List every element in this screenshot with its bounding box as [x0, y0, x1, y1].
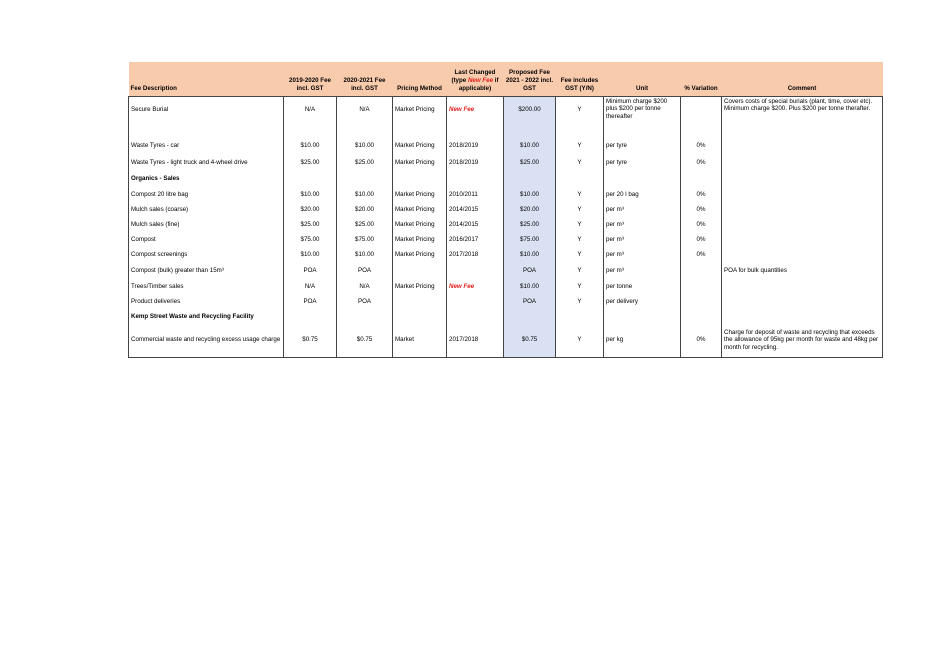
col-comment: Comment — [722, 62, 883, 96]
col-pricing-method: Pricing Method — [393, 62, 447, 96]
last-changed: 2018/2019 — [447, 138, 504, 154]
variation: 0% — [681, 217, 722, 232]
section-heading-organics: Organics - Sales — [129, 171, 284, 187]
proposed-fee: $10.00 — [504, 247, 556, 262]
gst: Y — [556, 154, 604, 171]
col-variation: % Variation — [681, 62, 722, 96]
last-changed: New Fee — [447, 96, 504, 124]
pricing-method: Market Pricing — [393, 279, 447, 294]
table-row — [129, 294, 883, 309]
variation: 0% — [681, 232, 722, 247]
comment — [722, 154, 883, 171]
pricing-method — [393, 262, 447, 279]
pricing-method: Market Pricing — [393, 154, 447, 171]
variation — [681, 294, 722, 309]
fee-description: Secure Burial — [129, 96, 284, 124]
variation: 0% — [681, 154, 722, 171]
gst: Y — [556, 294, 604, 309]
pricing-method — [393, 294, 447, 309]
fee-description: Trees/Timber sales — [129, 279, 284, 294]
proposed-fee: $10.00 — [504, 279, 556, 294]
proposed-fee: $10.00 — [504, 187, 556, 202]
pricing-method: Market Pricing — [393, 217, 447, 232]
gst: Y — [556, 232, 604, 247]
proposed-fee: POA — [504, 294, 556, 309]
comment — [722, 279, 883, 294]
fee-2019: POA — [284, 294, 337, 309]
unit: per tyre — [604, 138, 681, 154]
unit: per 20 l bag — [604, 187, 681, 202]
fee-2020: N/A — [337, 96, 393, 124]
gst: Y — [556, 138, 604, 154]
pricing-method: Market Pricing — [393, 202, 447, 217]
proposed-fee: $200.00 — [504, 96, 556, 124]
table-row — [129, 154, 883, 171]
gst: Y — [556, 324, 604, 357]
fee-description: Product deliveries — [129, 294, 284, 309]
comment — [722, 202, 883, 217]
comment — [722, 138, 883, 154]
table-row — [129, 247, 883, 262]
fee-schedule-table — [128, 62, 883, 358]
fee-2020: $20.00 — [337, 202, 393, 217]
unit: per tyre — [604, 154, 681, 171]
comment — [722, 187, 883, 202]
proposed-fee: $75.00 — [504, 232, 556, 247]
fee-2020: $75.00 — [337, 232, 393, 247]
table-row — [129, 262, 883, 279]
variation — [681, 262, 722, 279]
last-changed: 2017/2018 — [447, 247, 504, 262]
fee-2019: $25.00 — [284, 217, 337, 232]
variation: 0% — [681, 247, 722, 262]
fee-2019: $75.00 — [284, 232, 337, 247]
col-fee-2020: 2020-2021 Fee incl. GST — [337, 62, 393, 96]
table-row — [129, 279, 883, 294]
comment — [722, 217, 883, 232]
fee-2020: POA — [337, 294, 393, 309]
unit: Minimum charge $200 plus $200 per tonne thereafter — [604, 96, 681, 124]
last-changed: 2018/2019 — [447, 154, 504, 171]
gst: Y — [556, 217, 604, 232]
unit: per m³ — [604, 262, 681, 279]
comment — [722, 247, 883, 262]
variation: 0% — [681, 202, 722, 217]
fee-2020: POA — [337, 262, 393, 279]
unit: per kg — [604, 324, 681, 357]
col-last-changed — [447, 62, 504, 96]
pricing-method: Market Pricing — [393, 232, 447, 247]
fee-description: Compost — [129, 232, 284, 247]
last-changed — [447, 262, 504, 279]
table-row — [129, 187, 883, 202]
comment — [722, 294, 883, 309]
fee-2019: N/A — [284, 279, 337, 294]
col-unit: Unit — [604, 62, 681, 96]
last-changed: 2014/2015 — [447, 217, 504, 232]
fee-2020: $25.00 — [337, 217, 393, 232]
fee-description: Commercial waste and recycling excess usage charge — [129, 324, 284, 357]
fee-description: Waste Tyres - light truck and 4-wheel drive — [129, 154, 284, 171]
section-row — [129, 171, 883, 187]
gst: Y — [556, 262, 604, 279]
fee-2020: $10.00 — [337, 138, 393, 154]
gst: Y — [556, 187, 604, 202]
spacer-row — [129, 124, 883, 138]
fee-description: Compost screenings — [129, 247, 284, 262]
fee-2020: $10.00 — [337, 187, 393, 202]
fee-description: Mulch sales (coarse) — [129, 202, 284, 217]
proposed-fee: POA — [504, 262, 556, 279]
proposed-fee: $20.00 — [504, 202, 556, 217]
gst: Y — [556, 247, 604, 262]
fee-description: Mulch sales (fine) — [129, 217, 284, 232]
fee-2019: $10.00 — [284, 247, 337, 262]
last-changed: 2016/2017 — [447, 232, 504, 247]
proposed-fee: $25.00 — [504, 154, 556, 171]
fee-2019: POA — [284, 262, 337, 279]
unit: per delivery — [604, 294, 681, 309]
last-changed: 2017/2018 — [447, 324, 504, 357]
unit: per m³ — [604, 232, 681, 247]
fee-2019: $25.00 — [284, 154, 337, 171]
fee-2020: N/A — [337, 279, 393, 294]
table-row — [129, 217, 883, 232]
fee-2019: N/A — [284, 96, 337, 124]
pricing-method: Market — [393, 324, 447, 357]
gst: Y — [556, 96, 604, 124]
fee-2020: $25.00 — [337, 154, 393, 171]
fee-description: Compost (bulk) greater than 15m³ — [129, 262, 284, 279]
last-changed — [447, 294, 504, 309]
unit: per m³ — [604, 202, 681, 217]
fee-2019: $10.00 — [284, 138, 337, 154]
table-row — [129, 232, 883, 247]
fee-description: Waste Tyres - car — [129, 138, 284, 154]
variation — [681, 96, 722, 124]
variation — [681, 279, 722, 294]
last-changed: 2014/2015 — [447, 202, 504, 217]
proposed-fee: $25.00 — [504, 217, 556, 232]
pricing-method: Market Pricing — [393, 187, 447, 202]
col-fee-description: Fee Description — [129, 62, 284, 96]
comment — [722, 232, 883, 247]
pricing-method: Market Pricing — [393, 96, 447, 124]
comment: POA for bulk quantities — [722, 262, 883, 279]
last-changed-label-a: Last Changed (type — [451, 69, 496, 85]
pricing-method: Market Pricing — [393, 138, 447, 154]
header-row — [129, 62, 883, 96]
unit: per tonne — [604, 279, 681, 294]
fee-2019: $20.00 — [284, 202, 337, 217]
gst: Y — [556, 279, 604, 294]
comment: Covers costs of special burials (plant, time, cover etc). Minimum charge $200. Plus $200 per tonne therafter. — [722, 96, 883, 124]
unit: per m³ — [604, 247, 681, 262]
gst: Y — [556, 202, 604, 217]
last-changed: New Fee — [447, 279, 504, 294]
variation: 0% — [681, 187, 722, 202]
fee-2019: $0.75 — [284, 324, 337, 357]
proposed-fee: $10.00 — [504, 138, 556, 154]
proposed-fee: $0.75 — [504, 324, 556, 357]
last-changed-label-b: if applicable) — [458, 77, 499, 93]
fee-description: Compost 20 litre bag — [129, 187, 284, 202]
last-changed-new-fee: New Fee — [467, 77, 494, 85]
last-changed: 2010/2011 — [447, 187, 504, 202]
col-fee-2019: 2019-2020 Fee incl. GST — [284, 62, 337, 96]
fee-2019: $10.00 — [284, 187, 337, 202]
fee-2020: $0.75 — [337, 324, 393, 357]
variation: 0% — [681, 324, 722, 357]
table-row — [129, 324, 883, 357]
section-heading-kemp-street: Kemp Street Waste and Recycling Facility — [129, 309, 284, 324]
pricing-method: Market Pricing — [393, 247, 447, 262]
section-row — [129, 309, 883, 324]
fee-2020: $10.00 — [337, 247, 393, 262]
comment: Charge for deposit of waste and recycling that exceeds the allowance of 95kg per month for waste and 48kg per month for recycling. — [722, 324, 883, 357]
table-row — [129, 202, 883, 217]
table-row — [129, 96, 883, 124]
variation: 0% — [681, 138, 722, 154]
col-gst: Fee includes GST (Y/N) — [556, 62, 604, 96]
col-proposed-fee: Proposed Fee 2021 - 2022 incl. GST — [504, 62, 556, 96]
unit: per m³ — [604, 217, 681, 232]
table-row — [129, 138, 883, 154]
